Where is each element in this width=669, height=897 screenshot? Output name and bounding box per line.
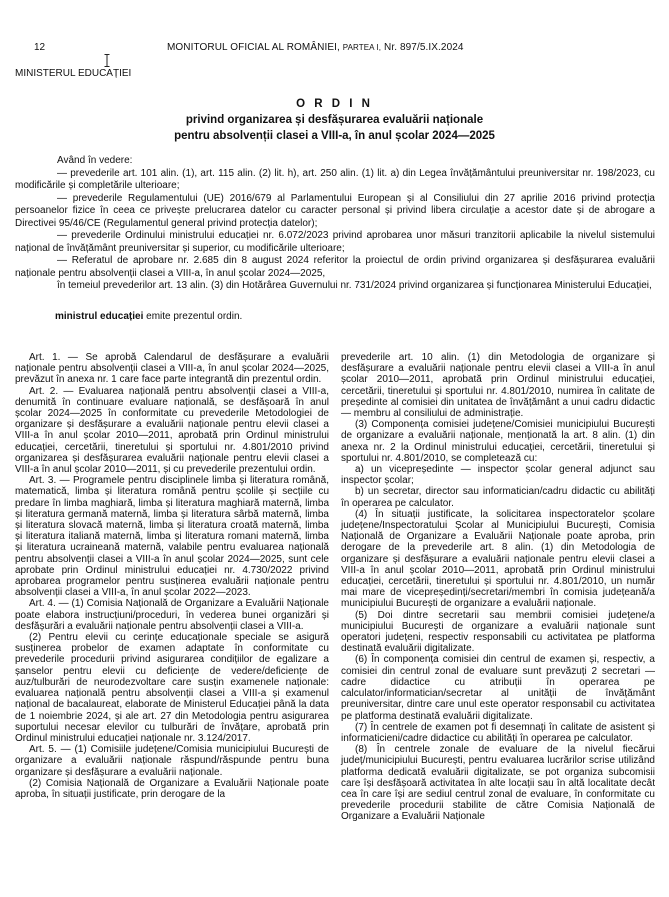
article-paragraph: b) un secretar, director sau informatician/cadru didactic cu abilități în operarea pe calculator. — [341, 486, 655, 509]
page-number: 12 — [34, 42, 46, 53]
article-paragraph: (8) În centrele zonale de evaluare de la nivelul fiecărui județ/municipiului București, pentru evaluarea lucrărilor scrise utilizând platforma dedicată evaluării digitalizate, se pot organiza subcomisii care își desfășoară activitatea în alte locații sau în altă localitate decât cea în care își are sediul centrul zonal de evaluare, în conformitate cu prevederile procedurii stabilite de către Comisia Națională de Organizare a Evaluării Naționale — [341, 744, 655, 823]
preamble-item: — prevederile art. 101 alin. (1), art. 115 alin. (2) lit. h), art. 250 alin. (1) lit. a) din Legea învățământului preuniversitar nr. 198/2023, cu modificările și completările ulterioare; — [15, 167, 655, 191]
order-body — [15, 352, 655, 897]
preamble-item: — prevederile Regulamentului (UE) 2016/679 al Parlamentului European și al Consiliului din 27 aprilie 2016 privind protecția persoanelor fizice în ceea ce privește prelucrarea datelor cu caracter personal și privind libera circulație a acestor date și de abrogare a Directivei 95/46/CE (Regulamentul general privind protecția datelor); — [15, 192, 655, 229]
preamble-item: — prevederile Ordinului ministrului educației nr. 6.072/2023 privind aprobarea unor măsuri tranzitorii aplicabile la nivelul sistemului național de învățământ preuniversitar și superior, cu modificările ulterioare; — [15, 230, 655, 254]
article-paragraph: (5) Doi dintre secretarii sau membrii comisiei județene/a municipiului București de organizare a evaluării naționale sunt operatori județeni, respectiv responsabili cu activitatea pe platforma destinată evaluării digitalizate. — [341, 609, 655, 655]
article-paragraph: (6) În componența comisiei din centrul de examen și, respectiv, a comisiei din centrul zonal de evaluare sunt prevăzuți 2 secretari — cadre didactice cu atribuții în operarea pe calculator/informatician/secretar al unității de învățământ preuniversitar, dintre care unul este operator responsabil cu activitatea pe platforma destinată evaluării digitalizate. — [341, 654, 655, 722]
article-paragraph: Art. 3. — Programele pentru disciplinele limba și literatura română, matematică, limba și literatura română pentru școlile și secțiile cu predare în limba maghiară, limba și literatura maghiară maternă, limba și literatura germană maternă, limba și literatura sârbă maternă, limba și literatura slovacă maternă, limba și literatura croată maternă, limba și literatura italiană maternă, limba și literatura romani maternă, limba și literatura ucraineană maternă, valabile pentru evaluarea națională pentru absolvenții clasei a VIII-a în anul școlar 2024—2025, sunt cele aprobate prin Ordinul ministrului educației nr. 4.730/2022 privind aprobarea programelor pentru susținerea evaluării naționale pentru absolvenții clasei a VIII-a, în anul școlar 2022—2023. — [15, 475, 329, 599]
article-paragraph: Art. 1. — Se aprobă Calendarul de desfășurare a evaluării naționale pentru absolvenții clasei a VIII-a, în anul școlar 2024—2025, prevăzut în anexa nr. 1 care face parte integrantă din prezentul ordin. — [15, 352, 329, 386]
minister-title: ministrul educației — [55, 310, 144, 322]
journal-part: PARTEA I, — [342, 43, 382, 52]
page-header — [0, 42, 669, 56]
preamble-item: — Referatul de aprobare nr. 2.685 din 8 august 2024 referitor la proiectul de ordin privind organizarea și desfășurarea evaluării naționale pentru absolvenții clasei a VIII-a, în anul școlar 2024—2025, — [15, 255, 655, 279]
preamble-item: în temeiul prevederilor art. 13 alin. (3) din Hotărârea Guvernului nr. 731/2024 privind organizarea și funcționarea Ministerului Educației, — [57, 280, 652, 291]
order-title-line-1: privind organizarea și desfășurarea evaluării naționale — [185, 114, 484, 126]
article-paragraph: Art. 5. — (1) Comisiile județene/Comisia municipiului București de organizare a evaluării naționale răspund/răspunde pentru buna organizare și desfășurare a evaluării naționale. — [15, 744, 329, 778]
right-column — [341, 352, 655, 897]
journal-issue: Nr. 897/5.IX.2024 — [384, 42, 464, 53]
article-paragraph: a) un vicepreședinte — inspector școlar general adjunct sau inspector școlar; — [341, 464, 655, 487]
article-paragraph: (2) Pentru elevii cu cerințe educaționale speciale se asigură susținerea probelor de examen adaptate în conformitate cu prevederile procedurii privind asigurarea condițiilor de egalizare a șanselor pentru elevii cu deficiențe de vedere/deficiențe de auz/tulburări de neurodezvoltare care susțin examenele naționale: evaluarea națională pentru absolvenții clasei a VIII-a și examenul național de bacalaureat, elaborate de Ministerul Educației până la data de 1 noiembrie 2024, și ale art. 27 din Metodologia pentru asigurarea suportului necesar elevilor cu tulburări de învățare, aprobată prin Ordinul ministrului educației naționale nr. 3.124/2017. — [15, 632, 329, 744]
article-paragraph: (3) Componența comisiei județene/Comisiei municipiului București de organizare a evaluării naționale, menționată la art. 8 alin. (1) din anexa nr. 2 la Ordinul ministrului educației, cercetării, tineretului și sportului nr. 4.801/2010, se completează cu: — [341, 419, 655, 464]
article-paragraph: (4) În situații justificate, la solicitarea inspectoratelor școlare județene/Inspectoratului Școlar al Municipiului București, Comisia Națională de Organizare a Evaluării Naționale poate aproba, prin derogare de la prevederile art. 8 alin. (1) din Metodologia de organizare și desfășurare a evaluării naționale pentru elevii clasei a VIII-a în anul școlar 2010—2011, aprobată prin Ordinul ministrului educației, cercetării, tineretului și sportului nr. 4.801/2010, un număr mai mare de vicepreședinți/secretari/membri în comisia județeană/a municipiului București de organizare a evaluării naționale. — [341, 508, 655, 610]
order-title — [0, 96, 669, 144]
left-column — [15, 352, 329, 897]
preamble — [15, 155, 655, 323]
text-cursor-icon — [104, 54, 110, 67]
article-paragraph: Art. 2. — Evaluarea națională pentru absolvenții clasei a VIII-a, denumită în continuare evaluare națională, se desfășoară în anul școlar 2024—2025 în conformitate cu prevederile Metodologiei de organizare și desfășurare a evaluării naționale pentru elevii clasei a VIII-a în anul școlar 2010—2011, aprobată prin Ordinul ministrului educației, cercetării, tineretului și sportului nr. 4.801/2010 privind organizarea și desfășurarea evaluării naționale pentru elevii clasei a VIII-a în anul școlar 2010—2011, și cu prevederile prezentului ordin. — [15, 385, 329, 476]
emits-statement — [15, 311, 655, 324]
article-paragraph: (2) Comisia Națională de Organizare a Evaluării Naționale poate aproba, în situații justificate, prin derogare de la — [15, 777, 329, 800]
emits-rest: emite prezentul ordin. — [143, 310, 243, 322]
article-paragraph: prevederile art. 10 alin. (1) din Metodologia de organizare și desfășurare a evaluării naționale pentru elevii clasei a VIII-a în anul școlar 2010—2011, aprobată prin Ordinul ministrului educației, cercetării, tineretului și sportului nr. 4.801/2010, numirea în calitate de președinte al comisiei din unitatea de învățământ a unui cadru didactic — membru al consiliului de administrație. — [341, 352, 655, 420]
journal-title — [167, 42, 464, 54]
order-title-line-2: pentru absolvenții clasei a VIII-a, în anul școlar 2024—2025 — [174, 130, 495, 142]
article-paragraph: (7) În centrele de examen pot fi desemnați în calitate de asistent și informaticieni/cadre didactice cu abilități în operarea pe calculator. — [341, 721, 655, 744]
article-paragraph: Art. 4. — (1) Comisia Națională de Organizare a Evaluării Naționale poate elabora instrucțiuni/proceduri, în vederea bunei organizări și desfășurări a evaluării naționale pentru absolvenții clasei a VIII-a. — [15, 598, 329, 632]
issuing-institution: MINISTERUL EDUCAȚIEI — [15, 68, 132, 79]
preamble-intro: Având în vedere: — [57, 155, 133, 166]
journal-name: MONITORUL OFICIAL AL ROMÂNIEI, — [167, 42, 340, 53]
order-heading: O R D I N — [296, 98, 373, 110]
